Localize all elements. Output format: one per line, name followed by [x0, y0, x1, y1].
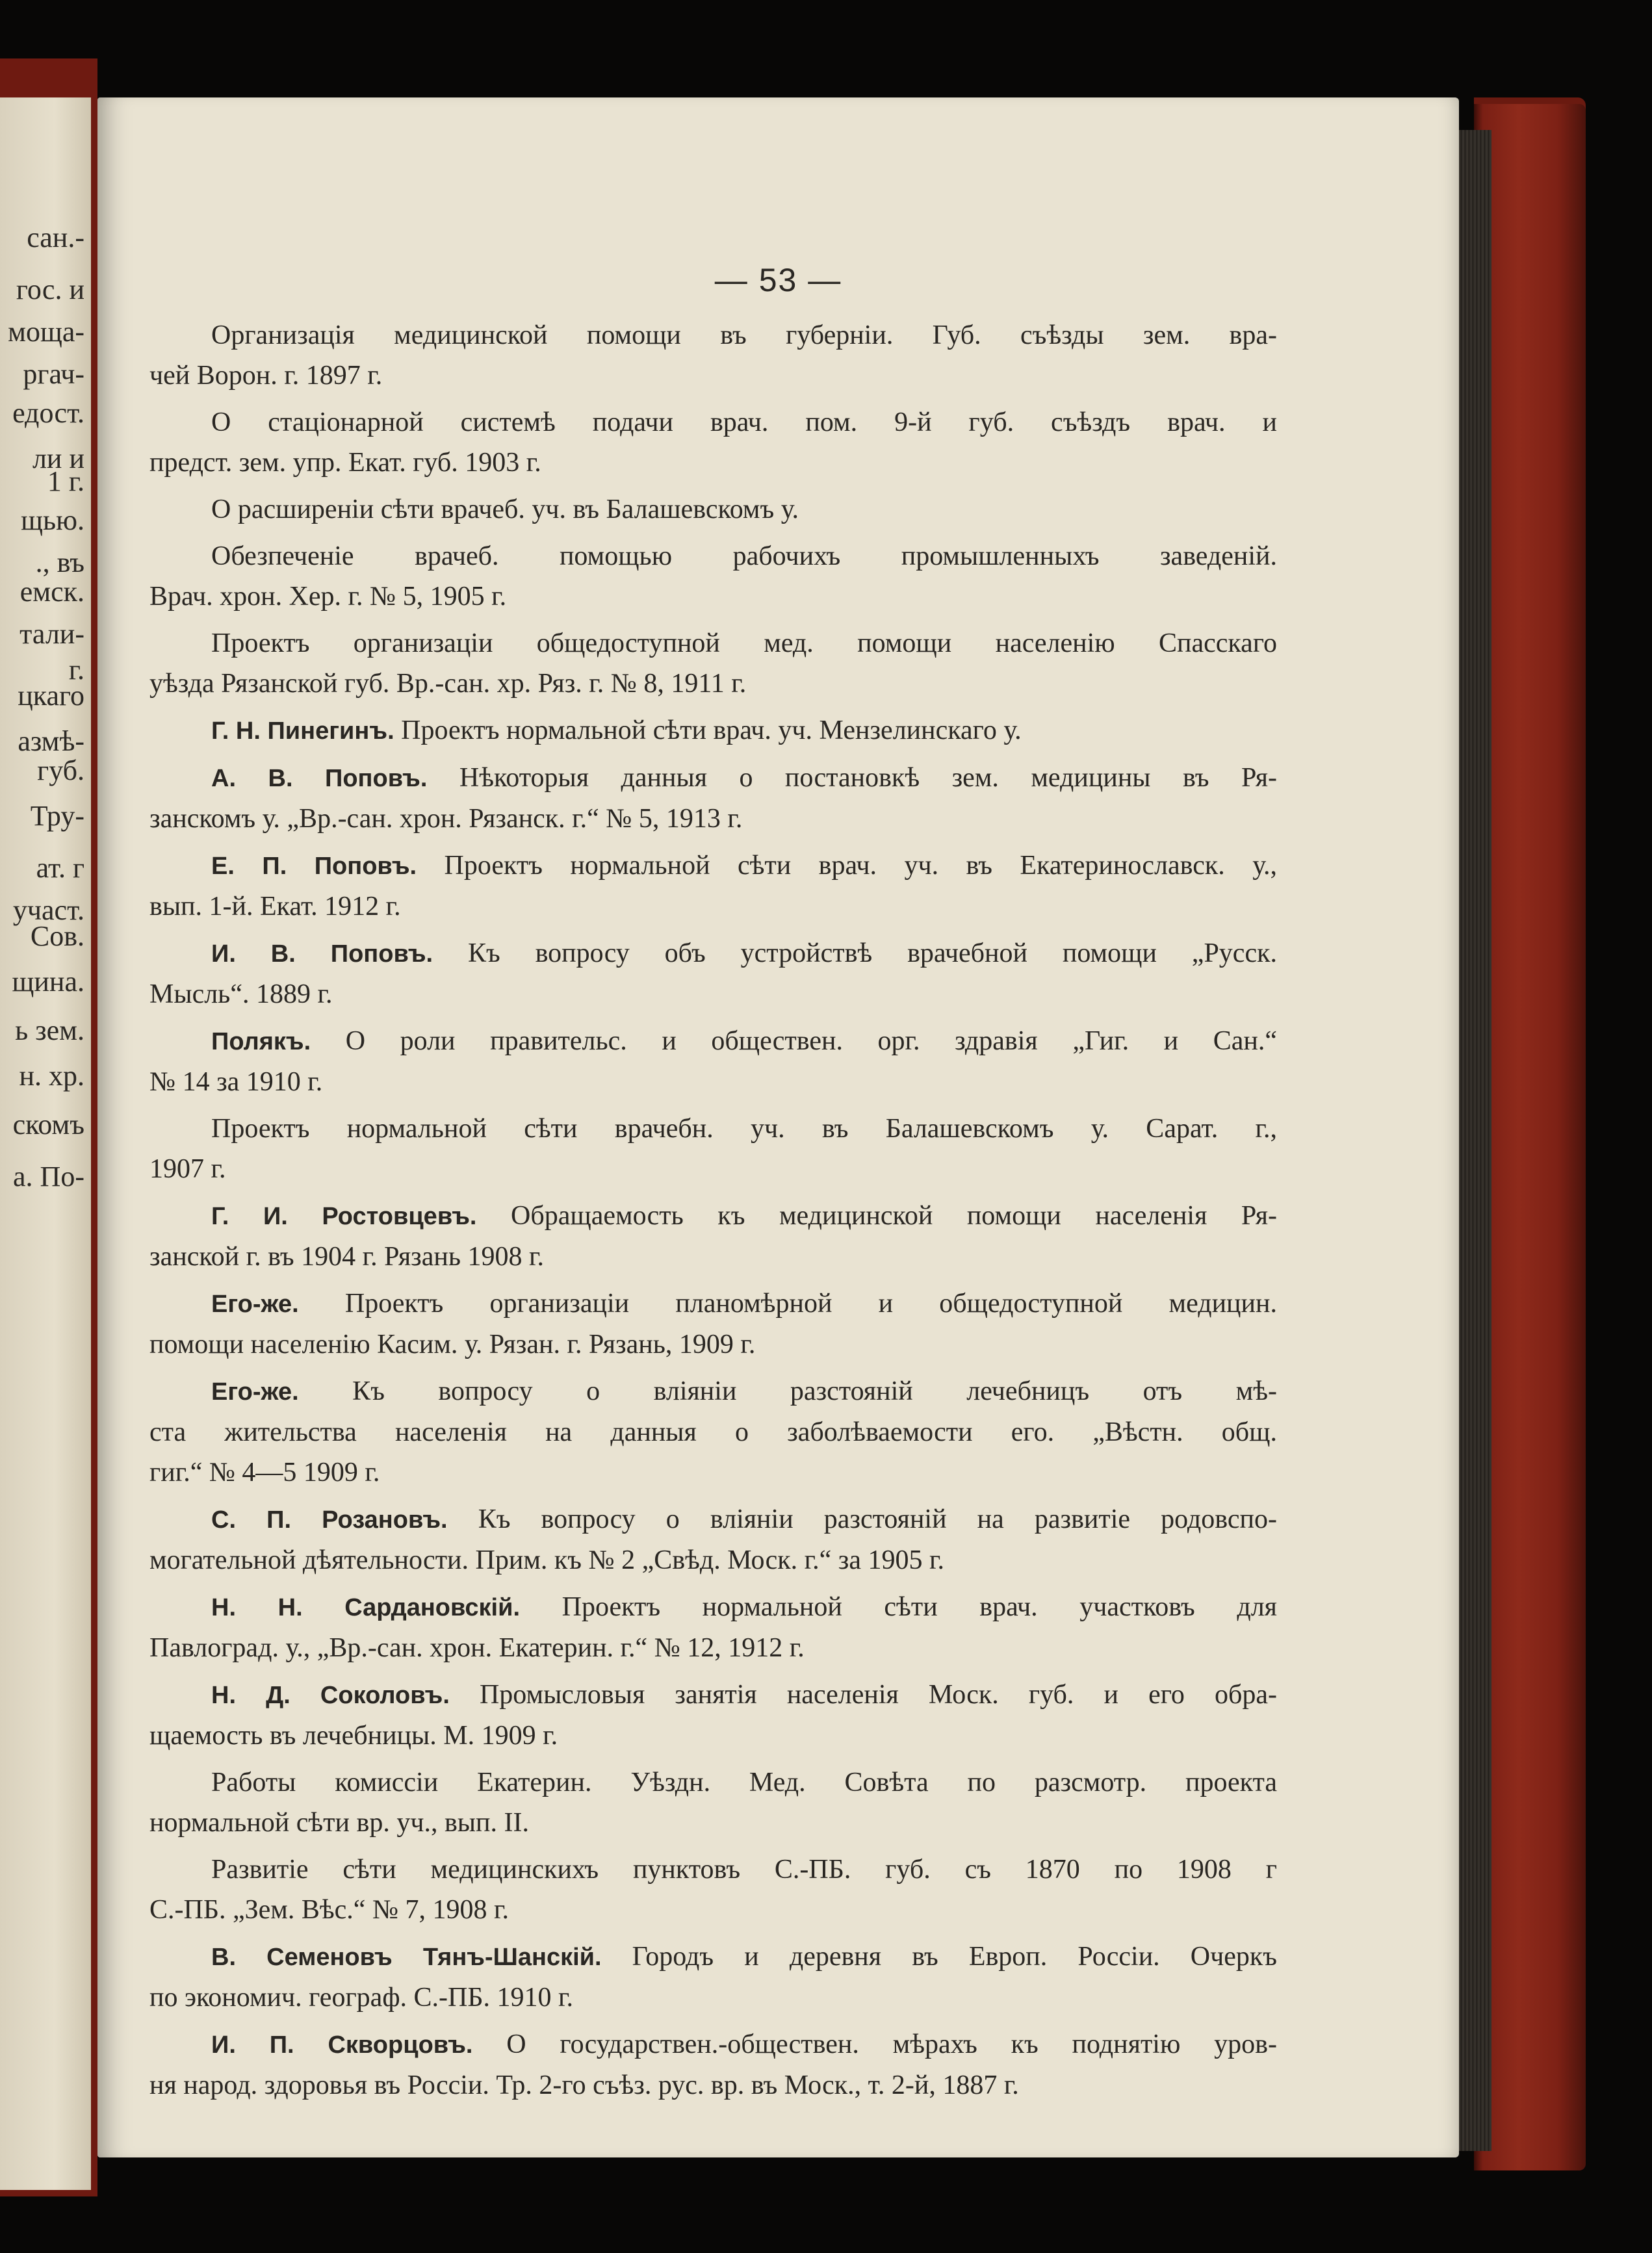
entry-author: Его-же. — [211, 1291, 299, 1318]
previous-page-fragment: ., въ — [35, 547, 84, 578]
entry-author: Его-же. — [211, 1378, 299, 1406]
previous-page-fragment: ат. г — [36, 852, 84, 884]
bibliography-entry — [149, 489, 1277, 530]
entry-line — [149, 2024, 1277, 2065]
entry-text: гиг.“ № 4—5 1909 г. — [149, 1458, 380, 1487]
entry-text: Проектъ организаціи планомѣрной и общедоступной медицин. — [298, 1289, 1277, 1319]
entry-line — [149, 1237, 1277, 1277]
entry-line — [149, 758, 1277, 799]
entry-text: нормальной сѣти вр. уч., вып. II. — [149, 1808, 529, 1838]
previous-page-fragment: щина. — [12, 966, 84, 998]
entry-text: предст. зем. упр. Екат. губ. 1903 г. — [149, 448, 541, 478]
bibliography-entry — [149, 315, 1277, 396]
entry-line — [149, 1021, 1277, 1062]
bibliography-entry — [149, 845, 1277, 927]
entry-text: Проектъ нормальной сѣти врач. уч. въ Екатеринославск. у., — [417, 851, 1277, 881]
previous-page-fragment: губ. — [37, 754, 84, 786]
entry-line — [149, 1109, 1277, 1149]
bibliography-list — [149, 315, 1277, 2112]
previous-page-edge — [0, 97, 91, 2190]
entry-text: Организація медицинской помощи въ губерніи. Губ. съѣзды зем. вра- — [211, 320, 1277, 350]
previous-page-fragment: а. По- — [13, 1161, 84, 1192]
entry-line — [149, 1196, 1277, 1237]
entry-line — [149, 1324, 1277, 1365]
bibliography-entry — [149, 758, 1277, 839]
entry-author: В. Семеновъ Тянъ-Шанскій. — [211, 1944, 602, 1971]
bibliography-entry — [149, 1762, 1277, 1843]
previous-page-fragment: моща- — [8, 316, 84, 348]
entry-text: уѣзда Рязанской губ. Вр.-сан. хр. Ряз. г. № 8, 1911 г. — [149, 669, 747, 699]
bibliography-entry — [149, 1371, 1277, 1493]
entry-text: по экономич. географ. С.-ПБ. 1910 г. — [149, 1983, 573, 2013]
entry-line — [149, 1540, 1277, 1580]
entry-text: Проектъ нормальной сѣти врач. уч. Мензелинскаго у. — [394, 715, 1022, 745]
entry-text: Проектъ организаціи общедоступной мед. помощи населенію Спасскаго — [211, 628, 1277, 658]
entry-line — [149, 710, 1277, 751]
previous-page-fragment: тали- — [19, 618, 84, 650]
entry-text: О стаціонарной системѣ подачи врач. пом. 9-й губ. съѣздъ врач. и — [211, 407, 1277, 437]
entry-line — [149, 1062, 1277, 1102]
entry-author: Г. И. Ростовцевъ. — [211, 1203, 477, 1230]
entry-line — [149, 2065, 1277, 2105]
bibliography-entry — [149, 1196, 1277, 1277]
entry-line — [149, 1371, 1277, 1412]
bibliography-entry — [149, 1587, 1277, 1668]
entry-line — [149, 974, 1277, 1014]
previous-page-fragment: ь зем. — [15, 1014, 84, 1046]
entry-text: О роли правительс. и обществен. орг. здравія „Гиг. и Сан.“ — [311, 1026, 1277, 1056]
previous-page-fragment: едост. — [12, 397, 84, 429]
previous-page-fragment: емск. — [19, 576, 84, 608]
entry-text: щаемость въ лечебницы. М. 1909 г. — [149, 1721, 558, 1751]
entry-text: Проектъ нормальной сѣти врачебн. уч. въ Балашевскомъ у. Сарат. г., — [211, 1114, 1277, 1144]
previous-page-fragment: 1 г. — [47, 465, 84, 497]
entry-text: О расширеніи сѣти врачеб. уч. въ Балашевскомъ у. — [211, 495, 799, 524]
bibliography-entry — [149, 623, 1277, 704]
entry-text: Павлоград. у., „Вр.-сан. хрон. Екатерин. г.“ № 12, 1912 г. — [149, 1633, 805, 1663]
entry-text: № 14 за 1910 г. — [149, 1067, 323, 1097]
entry-line — [149, 1499, 1277, 1540]
entry-author: И. П. Скворцовъ. — [211, 2031, 473, 2059]
entry-text: Мысль“. 1889 г. — [149, 979, 333, 1009]
entry-text: Работы комиссіи Екатерин. Уѣздн. Мед. Совѣта по разсмотр. проекта — [211, 1768, 1277, 1797]
previous-page-fragment: н. хр. — [19, 1060, 84, 1092]
entry-line — [149, 1149, 1277, 1189]
entry-line — [149, 1587, 1277, 1628]
previous-page-fragment: Тру- — [30, 800, 84, 832]
entry-line — [149, 489, 1277, 530]
entry-line — [149, 1803, 1277, 1843]
entry-line — [149, 1762, 1277, 1803]
previous-page-fragment: Сов. — [30, 920, 84, 952]
previous-page-fragment: щью. — [21, 504, 84, 536]
entry-line — [149, 663, 1277, 704]
entry-text: Обращаемость къ медицинской помощи населенія Ря- — [476, 1201, 1277, 1231]
entry-line — [149, 1849, 1277, 1890]
bibliography-entry — [149, 1937, 1277, 2018]
entry-line — [149, 1452, 1277, 1493]
entry-line — [149, 402, 1277, 443]
entry-author: Е. П. Поповъ. — [211, 853, 417, 880]
entry-text: занскомъ у. „Вр.-сан. хрон. Рязанск. г.“ № 5, 1913 г. — [149, 804, 743, 834]
bibliography-entry — [149, 933, 1277, 1014]
entry-line — [149, 1937, 1277, 1977]
entry-line — [149, 845, 1277, 886]
entry-author: Г. Н. Пинегинъ. — [211, 717, 394, 745]
bibliography-entry — [149, 1109, 1277, 1189]
entry-line — [149, 536, 1277, 576]
entry-line — [149, 1716, 1277, 1756]
entry-line — [149, 799, 1277, 839]
entry-author: Н. Д. Соколовъ. — [211, 1682, 450, 1709]
previous-page-fragment: ли и — [32, 443, 84, 474]
entry-text: Промысловыя занятія населенія Моск. губ. и его обра- — [449, 1680, 1277, 1710]
entry-author: И. В. Поповъ. — [211, 940, 433, 968]
previous-page-fragment: сан.- — [27, 222, 84, 253]
entry-text: ня народ. здоровья въ Россіи. Тр. 2-го съѣз. рус. вр. въ Моск., т. 2-й, 1887 г. — [149, 2070, 1019, 2100]
bibliography-entry — [149, 1675, 1277, 1756]
entry-text: Къ вопросу о вліяніи разстояній на развитіе родовспо- — [447, 1504, 1277, 1534]
page-number: — 53 — — [714, 262, 842, 298]
entry-line — [149, 576, 1277, 617]
entry-text: вып. 1-й. Екат. 1912 г. — [149, 892, 401, 921]
previous-page-fragment: скомъ — [12, 1109, 84, 1140]
entry-line — [149, 1890, 1277, 1930]
entry-text: Къ вопросу объ устройствѣ врачебной помощи „Русск. — [433, 938, 1277, 968]
entry-text: Къ вопросу о вліяніи разстояній лечебницъ отъ мѣ- — [298, 1376, 1277, 1406]
entry-text: Проектъ нормальной сѣти врач. участковъ для — [520, 1592, 1277, 1622]
previous-page-fragment: участ. — [12, 894, 84, 926]
entry-line — [149, 623, 1277, 663]
entry-line — [149, 886, 1277, 927]
bibliography-entry — [149, 2024, 1277, 2105]
previous-page-fragment: ргач- — [23, 358, 84, 390]
bibliography-entry — [149, 1283, 1277, 1365]
entry-line — [149, 443, 1277, 483]
entry-text: занской г. въ 1904 г. Рязань 1908 г. — [149, 1242, 545, 1272]
entry-text: Развитіе сѣти медицинскихъ пунктовъ С.-ПБ. губ. съ 1870 по 1908 г — [211, 1855, 1277, 1885]
entry-text: 1907 г. — [149, 1154, 226, 1184]
entry-text: Обезпеченіе врачеб. помощью рабочихъ промышленныхъ заведеній. — [211, 541, 1277, 571]
entry-line — [149, 315, 1277, 355]
entry-text: чей Ворон. г. 1897 г. — [149, 361, 383, 391]
entry-text: Нѣкоторыя данныя о постановкѣ зем. медицины въ Ря- — [427, 763, 1277, 793]
bibliography-entry — [149, 1849, 1277, 1930]
previous-page-fragment: азмѣ- — [18, 725, 84, 757]
entry-line — [149, 1977, 1277, 2018]
entry-line — [149, 1283, 1277, 1324]
entry-line — [149, 933, 1277, 974]
previous-page-fragment: цкаго — [18, 680, 84, 712]
entry-author: С. П. Розановъ. — [211, 1506, 448, 1534]
entry-author: Полякъ. — [211, 1028, 311, 1055]
entry-line — [149, 1675, 1277, 1716]
entry-text: могательной дѣятельности. Прим. къ № 2 „Свѣд. Моск. г.“ за 1905 г. — [149, 1545, 945, 1575]
bibliography-entry — [149, 1499, 1277, 1580]
entry-text: Городъ и деревня въ Европ. Россіи. Очеркъ — [601, 1942, 1277, 1972]
entry-line — [149, 1628, 1277, 1668]
bibliography-entry — [149, 710, 1277, 751]
entry-text: Врач. хрон. Хер. г. № 5, 1905 г. — [149, 582, 507, 612]
entry-text: помощи населенію Касим. у. Рязан. г. Рязань, 1909 г. — [149, 1330, 756, 1359]
bibliography-entry — [149, 1021, 1277, 1102]
previous-page-fragment: г. — [68, 654, 84, 686]
entry-author: А. В. Поповъ. — [211, 765, 428, 792]
bibliography-entry — [149, 402, 1277, 483]
bibliography-entry — [149, 536, 1277, 617]
entry-text: ста жительства населенія на данныя о заболѣваемости его. „Вѣстн. общ. — [149, 1417, 1277, 1447]
book-page — [97, 97, 1459, 2157]
entry-line — [149, 1412, 1277, 1452]
entry-text: О государствен.-обществен. мѣрахъ къ поднятію уров- — [472, 2029, 1277, 2059]
entry-line — [149, 355, 1277, 396]
entry-text: С.-ПБ. „Зем. Вѣс.“ № 7, 1908 г. — [149, 1895, 510, 1925]
entry-author: Н. Н. Сардановскій. — [211, 1594, 521, 1621]
previous-page-fragment: гос. и — [16, 274, 84, 305]
